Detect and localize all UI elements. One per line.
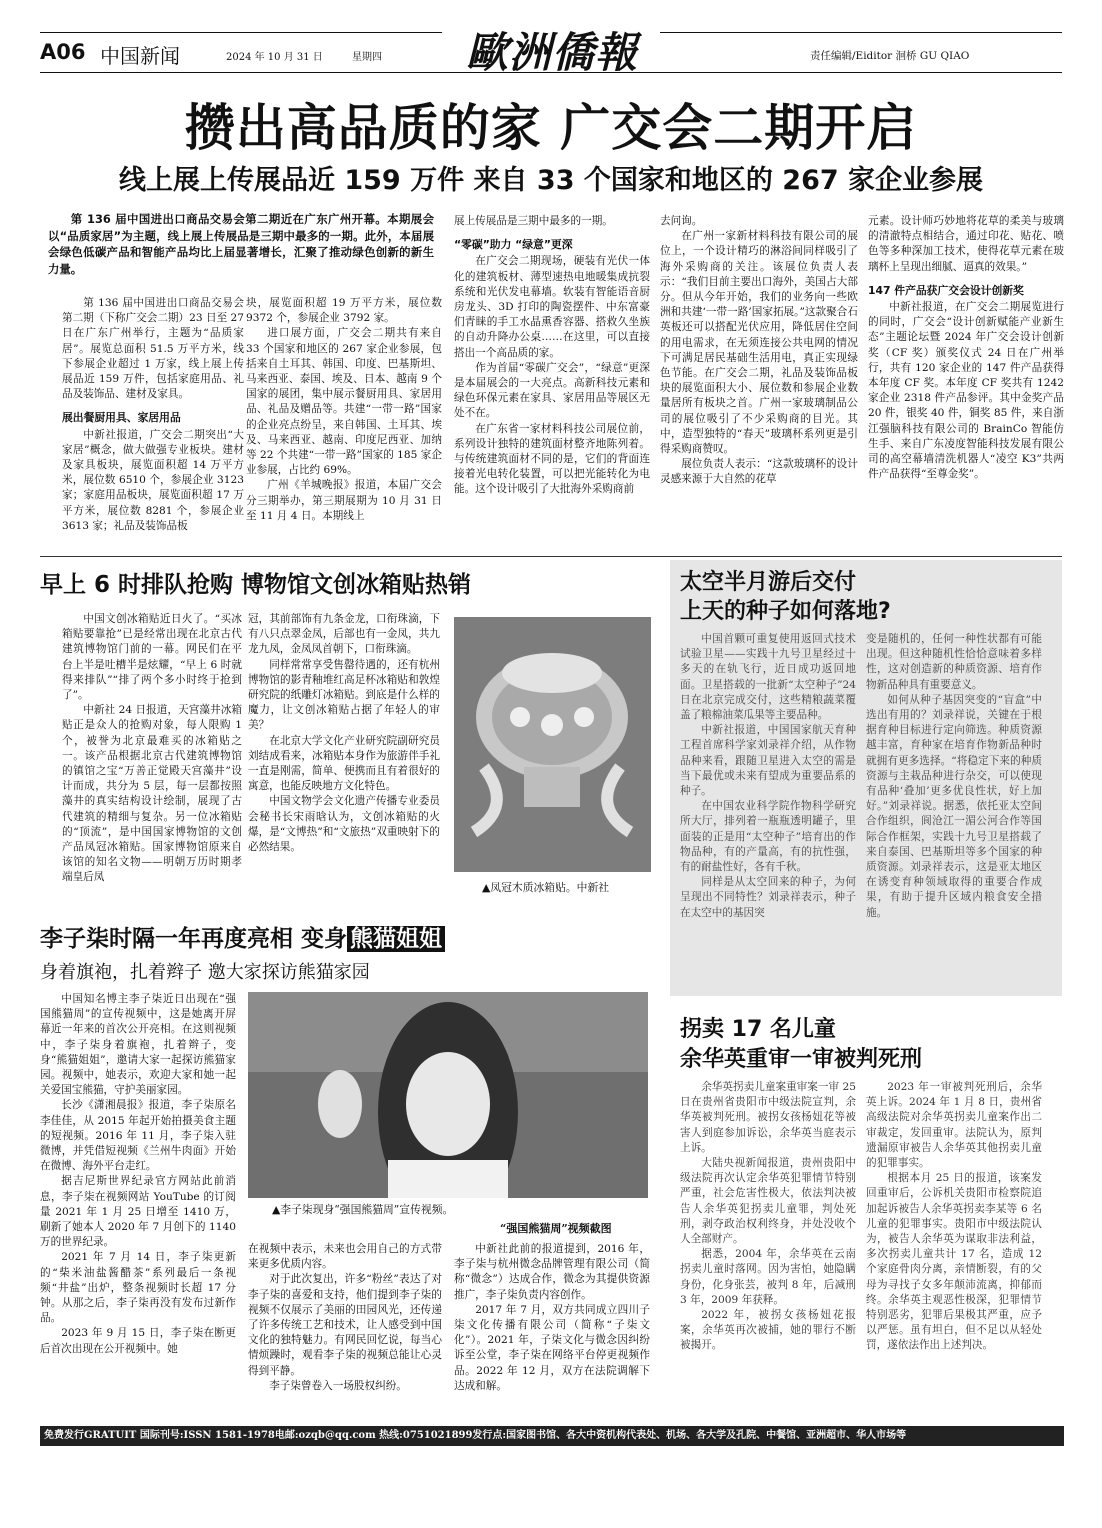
li-ziqi-illustration [248, 992, 648, 1198]
masthead-rule-right [660, 32, 1062, 33]
footer-text: 免费发行GRATUIT 国际刊号:ISSN 1581-1978电邮:ozqb@qq.com 热线:0751021899发行点:国家图书馆、各大中资机构代表处、机场、各大学及孔院、中餐馆、亚洲超市、华人市场等 [44, 1430, 907, 1441]
panda-col-3 [454, 1242, 650, 1394]
headline-fridge-magnet: 早上 6 时排队抢购 博物馆文创冰箱贴热销 [40, 572, 472, 598]
page-code: A06 [40, 40, 86, 64]
main-col-2 [246, 296, 442, 524]
fridge-col-2 [248, 612, 440, 855]
section-subheading: 展出餐厨用具、家居用品 [62, 411, 181, 425]
paragraph: 中新社报道，在广交会二期展览进行的同时，广交会“设计创新赋能产业新生态”主题论坛暨 2024 年广交会设计创新奖（CF 奖）颁奖仪式 24 日在广州举行，共有 120 家企业的 147 件产品获得本年度 CF 奖。本年度 CF 奖共有 1242 家企业 2318 件产品参评。其中金奖产品 20 件，银奖 40 件，铜奖 85 件，来自浙江强脑科技有限公司的 BrainCo 智能仿生手、来自广东凌度智能科技发展有限公司的高空幕墙清洗机器人“凌空 K3”共两件产品获得“至尊金奖”。 [868, 301, 1064, 481]
issue-date: 2024 年 10 月 31 日 [226, 52, 323, 63]
newspaper-logo: 歐洲僑報 [465, 28, 638, 77]
panda-col-2 [248, 1242, 442, 1394]
phoenix-crown-illustration [454, 617, 651, 872]
main-col-5 [868, 214, 1064, 482]
paragraph: 据吉尼斯世界纪录官方网站此前消息，李子柒在视频网站 YouTube 的订阅量 2021 年 1 月 25 日增至 1410 万，刷新了她本人 2020 年 7 月创下的 1140 万的世界纪录。 [40, 1175, 236, 1249]
section-subheading: “零碳”助力 “绿意”更深 [454, 238, 573, 252]
paragraph: 大陆央视新闻报道，贵州贵阳中级法院再次认定余华英犯罪情节特别严重，社会危害性极大，依法判决被告人余华英犯拐卖儿童罪，判处死刑，剥夺政治权利终身，并处没收个人全部财产。 [680, 1157, 856, 1246]
paragraph: 中新社报道，中国国家航天育种工程首席科学家刘录祥介绍，从作物品种来看，跟随卫星进入太空的需是当下最优或未来有望成为重要品系的种子。 [680, 724, 856, 798]
main-col-4 [660, 214, 858, 488]
paragraph: 中国首颗可重复使用返回式技术试验卫星——实践十九号卫星经过十多天的在轨飞行，近日成功返回地面。卫星搭载的一批新“太空种子”24 日在北京完成交付，这些精粮蔬菜覆盖了粮棉油菜瓜果等主要品种。 [680, 633, 856, 722]
paragraph: 块，展览面积超 19 万平方米，展位数 9372 个，参展企业 3792 家。 [246, 297, 442, 325]
seeds-col-1 [680, 632, 856, 921]
li-ziqi-video-still [248, 992, 648, 1198]
paragraph: 在广东省一家材料科技公司展位前，系列设计独特的建筑面材整齐地陈列着。与传统建筑面材不同的是，它们的背面连接着光电转化装置，可以把光能转化为电能。这个设计吸引了大批海外采购商前 [454, 422, 650, 496]
paragraph: 广州《羊城晚报》报道，本届广交会分三期举办，第三期展期为 10 月 31 日至 11 月 4 日。本期线上 [246, 479, 442, 522]
paragraph: 李子柒曾卷入一场股权纠纷。 [269, 1379, 407, 1392]
court-col-2 [866, 1080, 1042, 1354]
paragraph: 变是随机的，任何一种性状都有可能出现。但这种随机性恰恰意味着多样性，这对创造新的种质资源、培育作物新品种具有重要意义。 [866, 633, 1042, 691]
issue-weekday: 星期四 [352, 52, 382, 63]
article-lead: 第 136 届中国进出口商品交易会第二期近在广东广州开幕。本期展会以“品质家居”为主题，线上展上传展品是三期中最多的一期。此外，本届展会绿色低碳产品和智能产品均比上届显著增长，汇聚了推动绿色创新的新生力量。 [48, 212, 434, 276]
panda-photo-credit: “强国熊猫周”视频截图 [500, 1222, 612, 1235]
paragraph: 展位负责人表示：“这款玻璃杯的设计灵感来源于大自然的花草 [660, 458, 858, 486]
fridge-col-1 [62, 612, 242, 886]
paragraph: 去问询。 [660, 215, 703, 227]
paragraph: 元素。设计师巧妙地将花草的柔美与玻璃的清澈特点相结合，通过印花、贴花、喷色等多种深加工技术，使得花草元素在玻璃杯上呈现出细腻、逼真的效果。” [868, 215, 1064, 273]
court-col-1 [680, 1080, 856, 1354]
section-name: 中国新闻 [100, 44, 180, 68]
paragraph: 2022 年，被拐女孩杨妞花报案，余华英再次被捕，她的罪行不断被揭开。 [680, 1309, 856, 1352]
paragraph: 在广交会二期现场，硬装有光伏一体化的建筑板材、薄型速热电地暖集成抗裂系统和光伏发电幕墙。软装有智能语音厨房龙头、3D 打印的陶瓷摆件、中东富豪们青睐的手工水晶熏香容器、搭救久坐族的自动升降办公桌……在这里，可以直接搭出一个高品质的家。 [454, 255, 650, 359]
paragraph: 据悉，2004 年，余华英在云南拐卖儿童时落网。因为害怕，她隐瞒身份，化身张芸，被判 8 年，后减刑 3 年，2009 年获释。 [680, 1248, 856, 1306]
paragraph: 中国文创冰箱贴近日火了。“买冰箱贴要靠抢”已是经常出现在北京古代建筑博物馆门前的一幕。网民们在平台上半是吐槽半是炫耀，“早上 6 时就得来排队”“排了两个多小时终于抢到了”。 [62, 613, 242, 702]
paragraph: 冠，其前部饰有九条金龙，口衔珠滴，下有八只点翠金凤，后部也有一金凤，共九龙九凤，金凤凤首朝下，口衔珠滴。 [248, 613, 440, 656]
headline-court-line2: 余华英重审一审被判死刑 [680, 1047, 923, 1072]
paragraph: 第 136 届中国进出口商品交易会第二期（下称广交会二期）23 日至 27 日在广东广州举行，主题为“品质家居”。展览总面积 51.5 万平方米，线下参展企业超过 1 万家，线上展上传展品近 159 万件，包括家庭用品、礼品及装饰品、建材及家具。 [62, 297, 245, 401]
panda-col-1 [40, 992, 236, 1357]
paragraph: 中新社 24 日报道，天宫藻井冰箱贴正是众人的抢购对象，每人限购 1 个，被誉为北京最难买的冰箱贴之一。该产品根据北京古代建筑博物馆的镇馆之宝“万善正觉殿天宫藻井”设计而成，共分为 5 层，每一层都按照藻井的真实结构设计绘制，展现了古代建筑的精细与复杂。另一位冰箱贴的“顶流”，是中国国家博物馆的文创产品凤冠冰箱贴。国家博物馆原来自该馆的知名文物——明朝万历时期孝端皇后凤 [62, 704, 242, 884]
paragraph: 2023 年一审被判死刑后，余华英上诉。2024 年 1 月 8 日，贵州省高级法院对余华英拐卖儿童案作出二审裁定，发回重审。法院认为，原判遗漏原审被告人余华英其他拐卖儿童的犯罪事实。 [866, 1081, 1042, 1170]
paragraph: 在视频中表示，未来也会用自己的方式带来更多优质内容。 [248, 1243, 442, 1271]
headline-panda-text: 李子柒时隔一年再度亮相 变身 [40, 926, 348, 952]
paragraph: 2021 年 7 月 14 日，李子柒更新的“柴米油盐酱醋茶”系列最后一条视频“井盐”出炉，整条视频时长超 17 分钟。从那之后，李子柒再没有发布过新作品。 [40, 1251, 236, 1325]
paragraph: 余华英拐卖儿童案重审案一审 25 日在贵州省贵阳市中级法院宣判，余华英被判死刑。被拐女孩杨妞花等被害人到庭参加诉讼，余华英当庭表示上诉。 [680, 1081, 856, 1154]
section-divider [40, 556, 1062, 557]
section-subheading: 147 件产品获广交会设计创新奖 [868, 283, 1024, 297]
headline-seeds-line1: 太空半月游后交付 [680, 570, 857, 595]
paragraph: 在北京大学文化产业研究院副研究员刘结成看来，冰箱贴本身作为旅游伴手礼一直是刚需，简单、便携而且有着很好的寓意，也能反映地方文化特色。 [248, 734, 440, 793]
paragraph: 如何从种子基因突变的“盲盒”中选出有用的？刘录祥说，关键在于根据育种目标进行定向筛选。种质资源越丰富，育种家在培育作物新品种时就拥有更多选择。“将稳定下来的种质资源与主栽品种进行杂交，可以使现有品种‘叠加’更多优良性状，好上加好。”刘录祥说。据悉，依托亚太空间合作组织，阆沧江一湄公河合作等国际合作框架，实践十九号卫星搭载了来自泰国、巴基斯坦等多个国家的种质资源。刘录祥表示，这是亚太地区在诱变育种领域取得的重要合作成果，有助于提升区域内粮食安全措施。 [866, 693, 1042, 919]
panda-photo-caption: ▲李子柒现身“强国熊猫周”宣传视频。 [272, 1203, 454, 1216]
paragraph: 长沙《潇湘晨报》报道，李子柒原名李佳佳，从 2015 年起开始拍摄美食主题的短视频。2016 年 11 月，李子柒入驻微博，并凭借短视频《兰州牛肉面》开始在微博、海外平台走红。 [40, 1099, 236, 1173]
fridge-photo-caption: ▲凤冠木质冰箱贴。中新社 [482, 881, 610, 894]
subheadline-main: 线上展上传展品近 159 万件 来自 33 个国家和地区的 267 家企业参展 [118, 165, 984, 196]
main-col-3 [454, 214, 650, 498]
paragraph: 中国文物学会文化遗产传播专业委员会秘书长宋雨晗认为，文创冰箱贴的火爆，是“文博热”和“文旅热”双重映射下的必然结果。 [248, 795, 440, 854]
paragraph: 作为首届“零碳广交会”，“绿意”更深是本届展会的一大亮点。高新科技元素和绿色环保元素在家具、家居用品等展区无处不在。 [454, 361, 650, 420]
paragraph: 进口展方面，广交会二期共有来自 33 个国家和地区的 267 家企业参展，包括来自土耳其、韩国、印度、巴基斯坦、马来西亚、泰国、埃及、日本、越南 9 个国家的展团，集中展示餐厨用具、家居用品、礼品及赠品等。共建“一带一路”国家的企业亮点纷呈，来自韩国、土耳其、埃及、马来西亚、越南、印度尼西亚、加纳等 22 个共建“一带一路”国家的 185 家企业参展，占比约 69%。 [246, 327, 442, 477]
paragraph: 中国知名博主李子柒近日出现在“强国熊猫周”的宣传视频中，这是她离开屏幕近一年来的首次公开亮相。在这则视频中，李子柒身着旗袍，扎着辫子，变身“熊猫姐姐”，邀请大家一起探访熊猫家园。视频中，她表示，欢迎大家和她一起关爱国宝熊猫，守护美丽家园。 [40, 993, 236, 1097]
phoenix-crown-photo [454, 617, 651, 872]
paragraph: 对于此次复出，许多“粉丝”表达了对李子柒的喜爱和支持，他们提到李子柒的视频不仅展示了美丽的田园风光，还传递了许多传统工艺和技术，让人感受到中国文化的独特魅力。有网民回忆说，每当心情烦躁时，观看李子柒的视频总能让心灵得到平静。 [248, 1273, 442, 1377]
editor-credit: 责任编辑/Eiditor 洄桥 GU QIAO [810, 50, 970, 62]
paragraph: 同样是从太空回来的种子，为何呈现出不同特性？刘录祥表示，种子在太空中的基因突 [680, 876, 856, 919]
paragraph: 在广州一家新材料科技有限公司的展位上，一个设计精巧的淋浴间同样吸引了海外采购商的关注。该展位负责人表示：“我们目前主要出口海外，美国占大部分。但从今年开始，我们的业务向一些欧洲和共建‘一带一路’国家拓展。”这款聚合石英板还可以搭配光伏应用，降低居住空间的用电需求，在无须连接公共电网的情况下可满足居民基础生活用电，真正实现绿色节能。在广交会二期，礼品及装饰品板块的展览面积大小、展位数和参展企业数量居所有板块之首。广州一家玻璃制品公司的展位吸引了不少采购商的目光。其中，造型独特的“春天”玻璃杯系列更是引得采购商赞叹。 [660, 230, 858, 456]
headline-main: 攒出高品质的家 广交会二期开启 [184, 99, 918, 157]
main-col-1 [62, 296, 244, 534]
paragraph: 2017 年 7 月，双方共同成立四川子柒文化传播有限公司（简称“子柒文化”）。2021 年，子柒文化与微念因纠纷诉至公堂，李子柒在网络平台停更视频作品。2022 年 12 月，双方在法院调解下达成和解。 [454, 1303, 650, 1392]
footer-bar [40, 1426, 1064, 1446]
headline-panda [40, 920, 660, 953]
headline-court-line1: 拐卖 17 名儿童 [680, 1017, 836, 1042]
paragraph: 在中国农业科学院作物科学研究所大厅，排列着一瓶瓶透明罐子，里面装的正是用“太空种子”培育出的作物品种，有的产量高，有的抗性强，有的耐盐性好，各有千秋。 [680, 800, 856, 874]
headline-seeds-line2: 上天的种子如何落地? [680, 599, 891, 624]
paragraph: 中新社报道，广交会二期突出“大家居”概念，做大做强专业板块。建材及家具板块，展览面积超 14 万平方米，展位数 6510 个，参展企业 3123 家；家庭用品板块，展览面积超 17 万平方米，展位数 8281 个，参展企业 3613 家；礼品及装饰品板 [62, 428, 244, 532]
masthead-rule-left [40, 32, 442, 33]
paragraph: 同样常常享受售罄待遇的，还有杭州博物馆的影青釉堆红高足杯冰箱贴和敦煌研究院的纸雕灯冰箱贴。到底是什么样的魔力，让文创冰箱贴占据了年轻人的审美？ [248, 658, 440, 732]
paragraph: 2023 年 9 月 15 日，李子柒在断更后首次出现在公开视频中。她 [40, 1327, 236, 1355]
subheadline-panda: 身着旗袍，扎着辫子 邀大家探访熊猫家园 [40, 962, 370, 983]
seeds-col-2 [866, 632, 1042, 921]
paragraph: 中新社此前的报道提到，2016 年，李子柒与杭州微念品牌管理有限公司（简称“微念”）达成合作，微念为其提供资源推广，李子柒负责内容创作。 [454, 1243, 650, 1301]
paragraph: 展上传展品是三期中最多的一期。 [454, 215, 613, 227]
paragraph: 根据本月 25 日的报道，该案发回重审后，公诉机关贵阳市检察院追加起诉被告人余华英拐卖李某等 6 名儿童的犯罪事实。贵阳市中级法院认为，被告人余华英为谋取非法利益，多次拐卖儿童共计 17 名，造成 12 个家庭骨肉分离，亲情断裂，有的父母为寻找子女多年颠沛流离，抑郁而终。余华英主观恶性极深，犯罪情节特别恶劣，犯罪后果极其严重，应予以严惩。虽有坦白，但不足以从轻处罚，遂依法作出上述判决。 [866, 1172, 1042, 1352]
headline-panda-highlight: 熊猫姐姐 [347, 926, 445, 952]
